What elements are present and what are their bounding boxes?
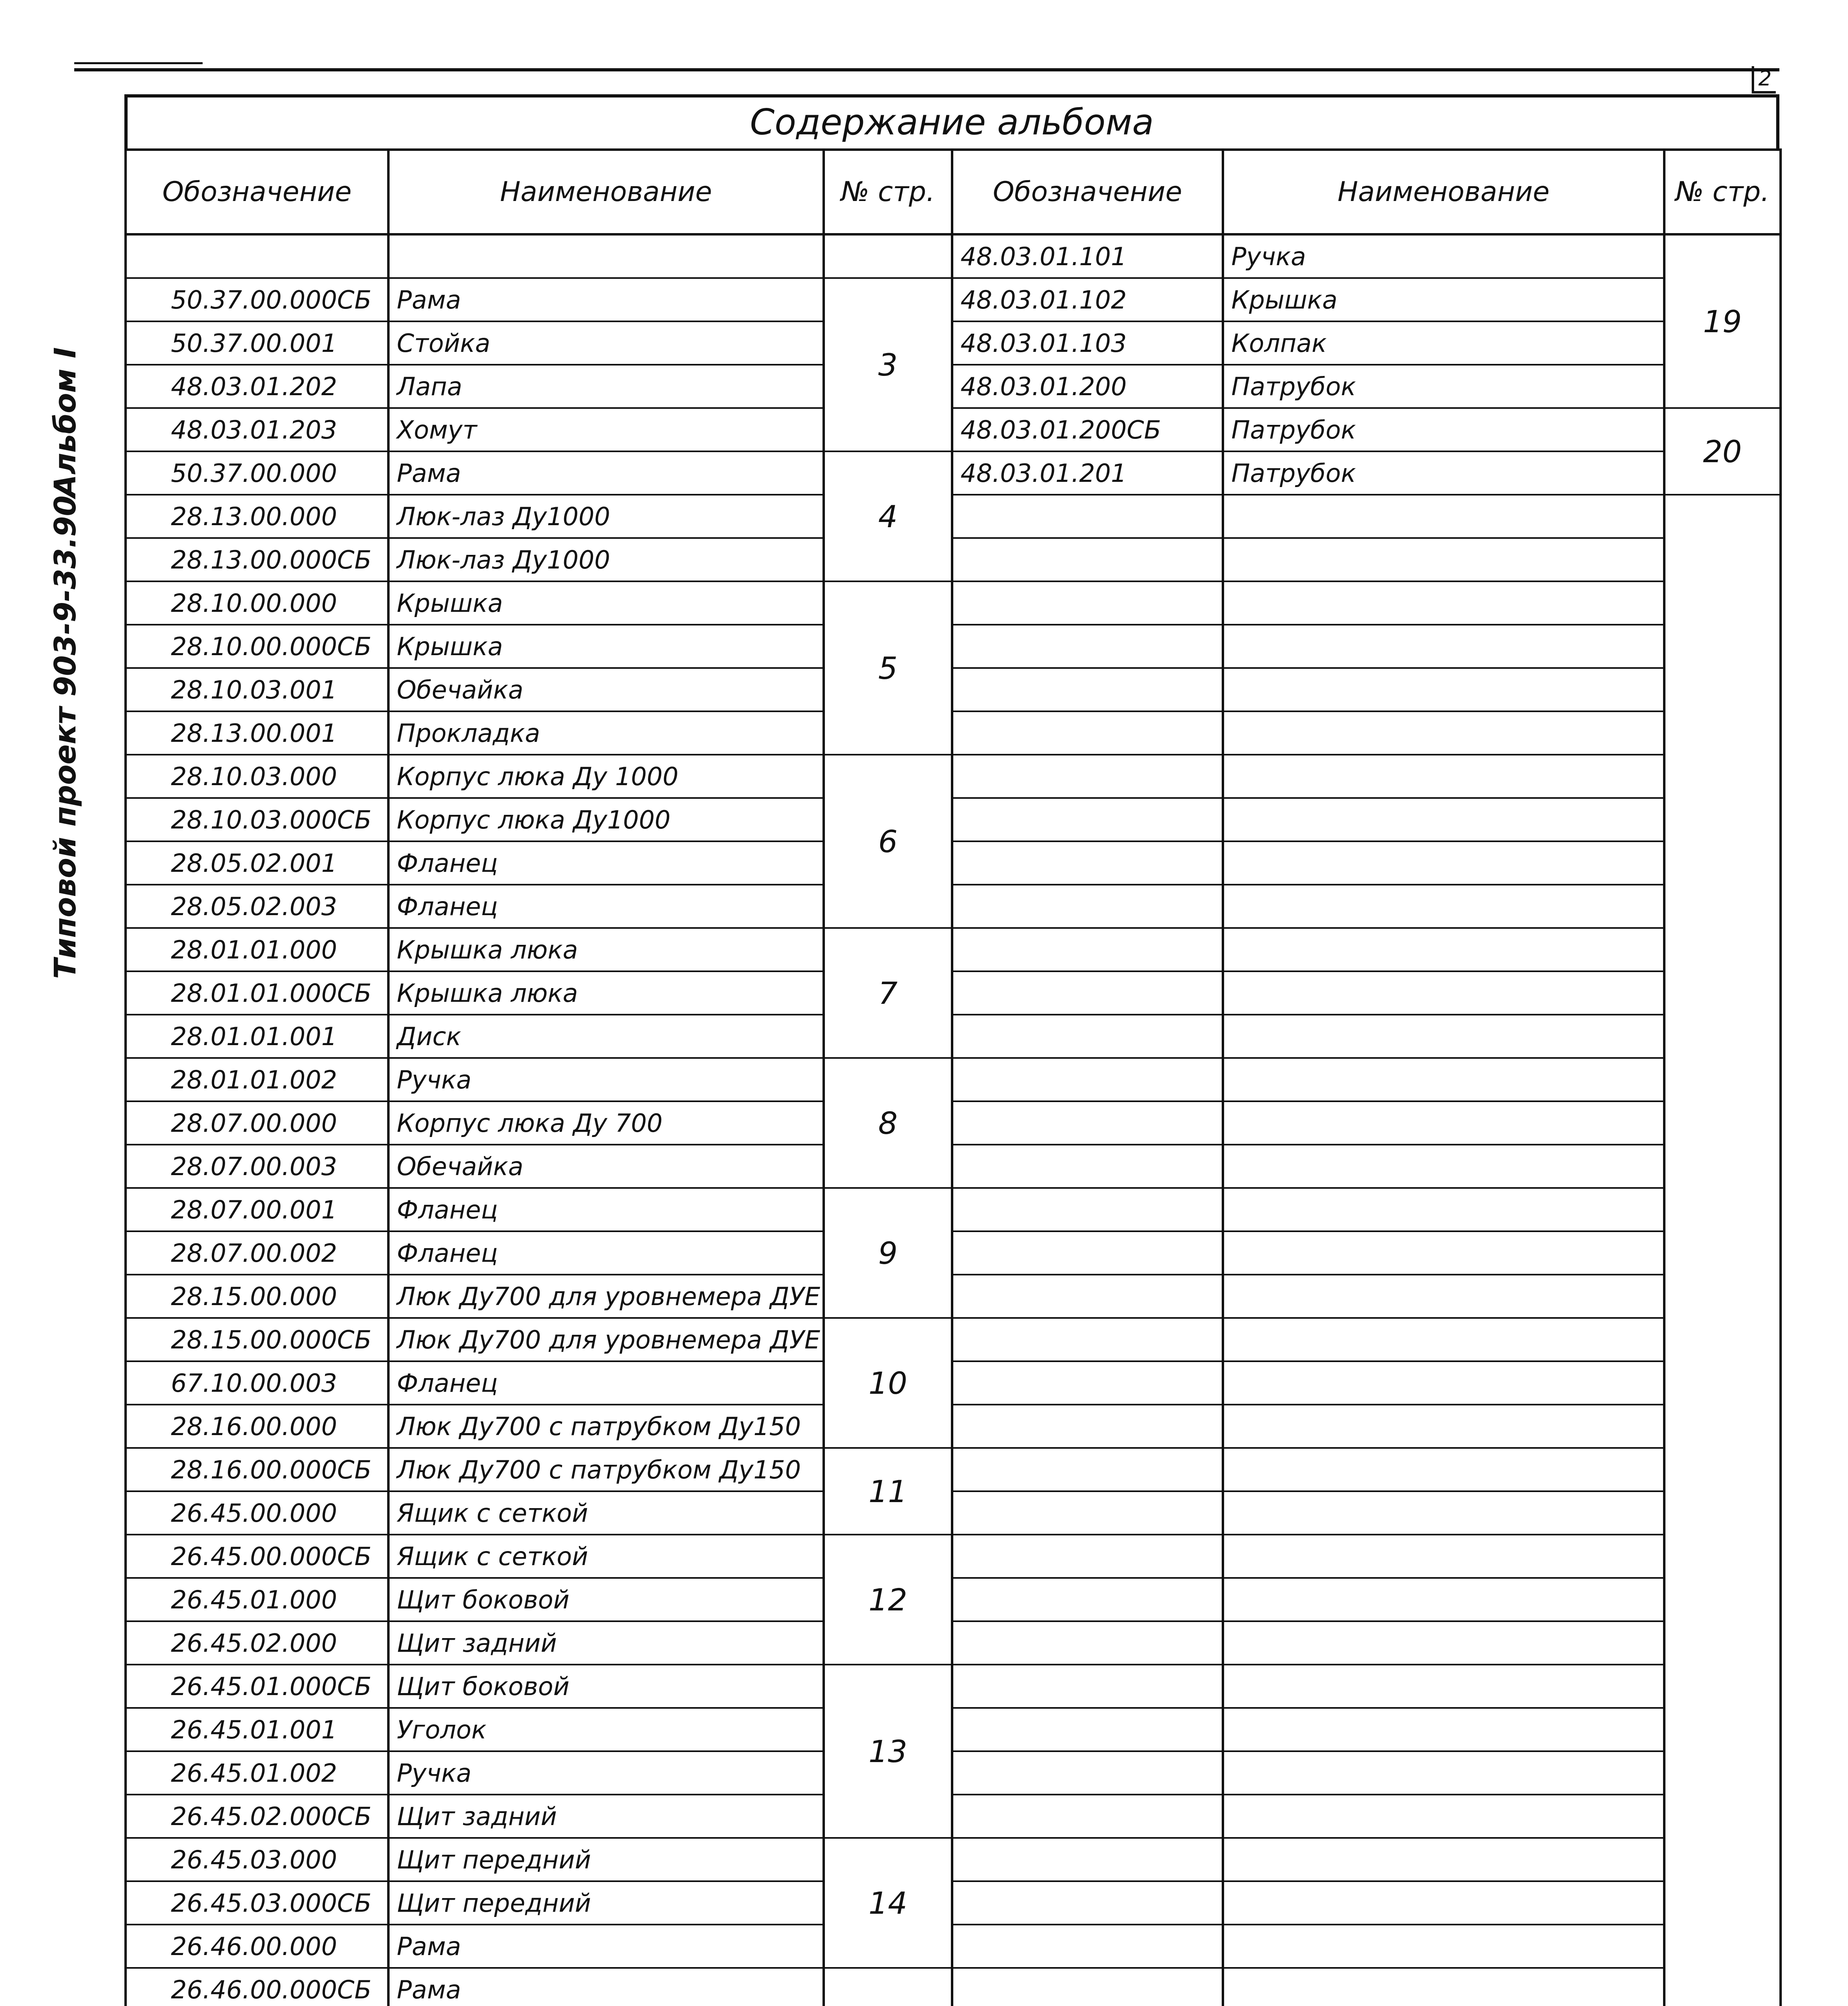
right-code-cell: 48.03.01.103 [952,321,1223,365]
left-code-cell: 48.03.01.202 [126,365,388,408]
left-name-cell: Люк-лаз Ду1000 [388,538,824,581]
left-name-cell: Фланец [388,885,824,928]
header-left-name: Наименование [388,150,824,234]
left-page-cell: 5 [824,581,952,755]
left-name-cell: Рама [388,1968,824,2006]
right-code-cell [952,1231,1223,1275]
table-row [126,1751,1781,1795]
table-row [126,1578,1781,1621]
left-code-cell: 28.01.01.000СБ [126,971,388,1015]
right-code-cell [952,1795,1223,1838]
table-row [126,1231,1781,1275]
right-name-cell [1223,1708,1664,1751]
left-code-cell: 26.45.01.002 [126,1751,388,1795]
right-name-cell [1223,885,1664,928]
right-name-cell [1223,1145,1664,1188]
left-code-cell: 50.37.00.000СБ [126,278,388,321]
left-code-cell: 26.45.03.000 [126,1838,388,1881]
title-row [124,94,1779,148]
table-row [126,1925,1781,1968]
right-code-cell [952,755,1223,798]
left-name-cell: Корпус люка Ду 1000 [388,755,824,798]
left-code-cell: 26.45.01.000 [126,1578,388,1621]
right-code-cell [952,798,1223,841]
right-code-cell [952,1968,1223,2006]
table-row [126,1015,1781,1058]
table-row [126,1448,1781,1491]
left-name-cell: Рама [388,278,824,321]
left-code-cell: 26.45.01.001 [126,1708,388,1751]
right-name-cell [1223,668,1664,711]
left-name-cell: Щит задний [388,1795,824,1838]
table-row [126,1275,1781,1318]
left-name-cell: Уголок [388,1708,824,1751]
table-row [126,1535,1781,1578]
right-name-cell [1223,1361,1664,1405]
right-name-cell [1223,625,1664,668]
left-name-cell: Щит боковой [388,1665,824,1708]
left-page-cell: 12 [824,1535,952,1665]
left-code-cell: 28.16.00.000 [126,1405,388,1448]
right-code-cell [952,1448,1223,1491]
right-name-cell [1223,1578,1664,1621]
header-right-code: Обозначение [952,150,1223,234]
table-row [126,755,1781,798]
table-row [126,365,1781,408]
left-code-cell: 26.45.03.000СБ [126,1881,388,1925]
right-code-cell [952,885,1223,928]
right-name-cell [1223,1491,1664,1535]
left-code-cell: 28.13.00.000СБ [126,538,388,581]
right-name-cell [1223,581,1664,625]
left-name-cell: Ручка [388,1751,824,1795]
right-name-cell [1223,841,1664,885]
left-name-cell: Фланец [388,841,824,885]
table-row [126,1491,1781,1535]
table-row [126,798,1781,841]
right-code-cell [952,668,1223,711]
right-code-cell [952,1058,1223,1101]
header-right-page: № стр. [1664,150,1781,234]
right-code-cell [952,1275,1223,1318]
table-row [126,234,1781,278]
table-row [126,1968,1781,2006]
table-row [126,668,1781,711]
table-row [126,451,1781,495]
table-row [126,1145,1781,1188]
table-row [126,1058,1781,1101]
left-name-cell: Крышка люка [388,928,824,971]
top-rule [74,68,1779,71]
left-code-cell: 28.16.00.000СБ [126,1448,388,1491]
table-row [126,1405,1781,1448]
right-name-cell [1223,1925,1664,1968]
right-code-cell [952,1925,1223,1968]
left-name-cell: Рама [388,1925,824,1968]
right-code-cell [952,1535,1223,1578]
right-name-cell [1223,1188,1664,1231]
left-code-cell: 28.07.00.003 [126,1145,388,1188]
left-name-cell: Корпус люка Ду 700 [388,1101,824,1145]
right-name-cell: Ручка [1223,234,1664,278]
right-name-cell [1223,1665,1664,1708]
left-name-cell: Фланец [388,1231,824,1275]
left-code-cell: 26.45.02.000СБ [126,1795,388,1838]
right-name-cell: Патрубок [1223,365,1664,408]
sheet-number: 2 [1752,66,1776,93]
left-page-cell: 8 [824,1058,952,1188]
left-page-cell: 14 [824,1838,952,1968]
right-code-cell [952,1361,1223,1405]
left-code-cell: 28.15.00.000 [126,1275,388,1318]
left-name-cell: Корпус люка Ду1000 [388,798,824,841]
left-code-cell: 28.13.00.001 [126,711,388,755]
table-row [126,625,1781,668]
right-name-cell: Патрубок [1223,408,1664,451]
left-name-cell: Щит передний [388,1881,824,1925]
table-row [126,1318,1781,1361]
left-page-cell: 10 [824,1318,952,1448]
right-code-cell [952,841,1223,885]
right-code-cell [952,625,1223,668]
left-name-cell: Щит боковой [388,1578,824,1621]
left-code-cell: 28.01.01.002 [126,1058,388,1101]
right-code-cell [952,928,1223,971]
right-page-cell: 20 [1664,408,1781,495]
table-row [126,408,1781,451]
right-name-cell [1223,1751,1664,1795]
left-page-cell: 11 [824,1448,952,1535]
right-name-cell [1223,495,1664,538]
table-row [126,1188,1781,1231]
left-code-cell: 28.10.03.000 [126,755,388,798]
sidebar-project: Типовой проект 903-9-33.90 [48,495,83,979]
left-code-cell [126,234,388,278]
right-name-cell [1223,928,1664,971]
right-name-cell [1223,755,1664,798]
right-code-cell: 48.03.01.200 [952,365,1223,408]
left-page-cell: 3 [824,278,952,451]
left-code-cell: 28.13.00.000 [126,495,388,538]
left-name-cell: Щит передний [388,1838,824,1881]
left-code-cell: 28.10.00.000 [126,581,388,625]
table-row [126,1881,1781,1925]
right-code-cell [952,495,1223,538]
right-code-cell: 48.03.01.201 [952,451,1223,495]
left-name-cell: Крышка люка [388,971,824,1015]
contents-table [124,148,1782,2006]
left-page-cell [824,1968,952,2006]
left-code-cell: 26.46.00.000 [126,1925,388,1968]
left-code-cell: 28.05.02.003 [126,885,388,928]
left-code-cell: 26.45.00.000 [126,1491,388,1535]
table-row [126,1665,1781,1708]
right-name-cell [1223,1795,1664,1838]
left-name-cell [388,234,824,278]
header-left-code: Обозначение [126,150,388,234]
table-row [126,321,1781,365]
right-name-cell [1223,971,1664,1015]
right-code-cell [952,1665,1223,1708]
left-code-cell: 50.37.00.001 [126,321,388,365]
right-code-cell: 48.03.01.200СБ [952,408,1223,451]
right-code-cell [952,1621,1223,1665]
right-name-cell [1223,1881,1664,1925]
left-name-cell: Стойка [388,321,824,365]
left-page-cell: 4 [824,451,952,581]
left-name-cell: Люк-лаз Ду1000 [388,495,824,538]
left-code-cell: 28.07.00.000 [126,1101,388,1145]
sidebar-album: Альбом I [48,347,83,497]
header-right-name: Наименование [1223,150,1664,234]
table-row [126,538,1781,581]
table-row [126,1621,1781,1665]
left-name-cell: Обечайка [388,1145,824,1188]
left-name-cell: Люк Ду700 для уровнемера ДУЕ [388,1318,824,1361]
left-page-cell: 13 [824,1665,952,1838]
left-code-cell: 28.05.02.001 [126,841,388,885]
left-code-cell: 26.46.00.000СБ [126,1968,388,2006]
right-name-cell [1223,1318,1664,1361]
right-code-cell [952,581,1223,625]
right-code-cell [952,1881,1223,1925]
left-code-cell: 26.45.00.000СБ [126,1535,388,1578]
left-name-cell: Ящик с сеткой [388,1491,824,1535]
left-page-cell: 9 [824,1188,952,1318]
right-code-cell [952,1318,1223,1361]
table-row [126,1838,1781,1881]
right-name-cell [1223,1275,1664,1318]
left-name-cell: Крышка [388,581,824,625]
right-code-cell: 48.03.01.101 [952,234,1223,278]
right-name-cell: Патрубок [1223,451,1664,495]
table-row [126,1101,1781,1145]
right-page-cell: 19 [1664,234,1781,408]
left-code-cell: 28.07.00.002 [126,1231,388,1275]
table-row [126,971,1781,1015]
left-name-cell: Люк Ду700 с патрубком Ду150 [388,1448,824,1491]
right-code-cell [952,711,1223,755]
left-name-cell: Люк Ду700 с патрубком Ду150 [388,1405,824,1448]
left-name-cell: Рама [388,451,824,495]
right-name-cell [1223,1838,1664,1881]
page-title: Содержание альбома [750,102,1154,143]
left-name-cell: Диск [388,1015,824,1058]
left-name-cell: Ручка [388,1058,824,1101]
right-page-cell [1664,495,1781,2006]
left-code-cell: 28.07.00.001 [126,1188,388,1231]
header-left-page: № стр. [824,150,952,234]
right-code-cell [952,1145,1223,1188]
left-name-cell: Крышка [388,625,824,668]
header-row [126,150,1781,234]
contents-body [126,234,1781,2006]
right-code-cell [952,1015,1223,1058]
left-code-cell: 26.45.02.000 [126,1621,388,1665]
right-name-cell [1223,798,1664,841]
right-code-cell [952,538,1223,581]
table-row [126,928,1781,971]
table-row [126,581,1781,625]
left-page-cell: 6 [824,755,952,928]
right-name-cell [1223,1968,1664,2006]
right-code-cell [952,1751,1223,1795]
left-name-cell: Фланец [388,1361,824,1405]
table-row [126,495,1781,538]
right-name-cell: Колпак [1223,321,1664,365]
right-name-cell [1223,538,1664,581]
top-rule-short [74,62,203,64]
right-code-cell [952,1491,1223,1535]
right-code-cell [952,1405,1223,1448]
left-name-cell: Люк Ду700 для уровнемера ДУЕ [388,1275,824,1318]
left-code-cell: 50.37.00.000 [126,451,388,495]
table-row [126,885,1781,928]
left-code-cell: 28.10.00.000СБ [126,625,388,668]
table-row [126,711,1781,755]
left-code-cell: 28.15.00.000СБ [126,1318,388,1361]
left-code-cell: 28.10.03.000СБ [126,798,388,841]
right-code-cell [952,1101,1223,1145]
left-code-cell: 28.10.03.001 [126,668,388,711]
table-row [126,1795,1781,1838]
left-page-cell: 7 [824,928,952,1058]
right-code-cell [952,1188,1223,1231]
left-name-cell: Прокладка [388,711,824,755]
right-name-cell [1223,1448,1664,1491]
right-name-cell: Крышка [1223,278,1664,321]
right-name-cell [1223,1405,1664,1448]
right-name-cell [1223,1535,1664,1578]
right-code-cell [952,1578,1223,1621]
right-name-cell [1223,711,1664,755]
left-code-cell: 48.03.01.203 [126,408,388,451]
left-code-cell: 28.01.01.001 [126,1015,388,1058]
table-row [126,841,1781,885]
left-code-cell: 28.01.01.000 [126,928,388,971]
right-code-cell [952,971,1223,1015]
left-name-cell: Фланец [388,1188,824,1231]
left-code-cell: 26.45.01.000СБ [126,1665,388,1708]
right-name-cell [1223,1101,1664,1145]
right-name-cell [1223,1621,1664,1665]
right-name-cell [1223,1231,1664,1275]
left-name-cell: Ящик с сеткой [388,1535,824,1578]
right-code-cell: 48.03.01.102 [952,278,1223,321]
right-code-cell [952,1838,1223,1881]
table-row [126,1708,1781,1751]
left-name-cell: Лапа [388,365,824,408]
left-name-cell: Обечайка [388,668,824,711]
left-page-cell [824,234,952,278]
table-row [126,278,1781,321]
left-name-cell: Хомут [388,408,824,451]
left-name-cell: Щит задний [388,1621,824,1665]
table-row [126,1361,1781,1405]
right-name-cell [1223,1058,1664,1101]
left-code-cell: 67.10.00.003 [126,1361,388,1405]
right-name-cell [1223,1015,1664,1058]
right-code-cell [952,1708,1223,1751]
